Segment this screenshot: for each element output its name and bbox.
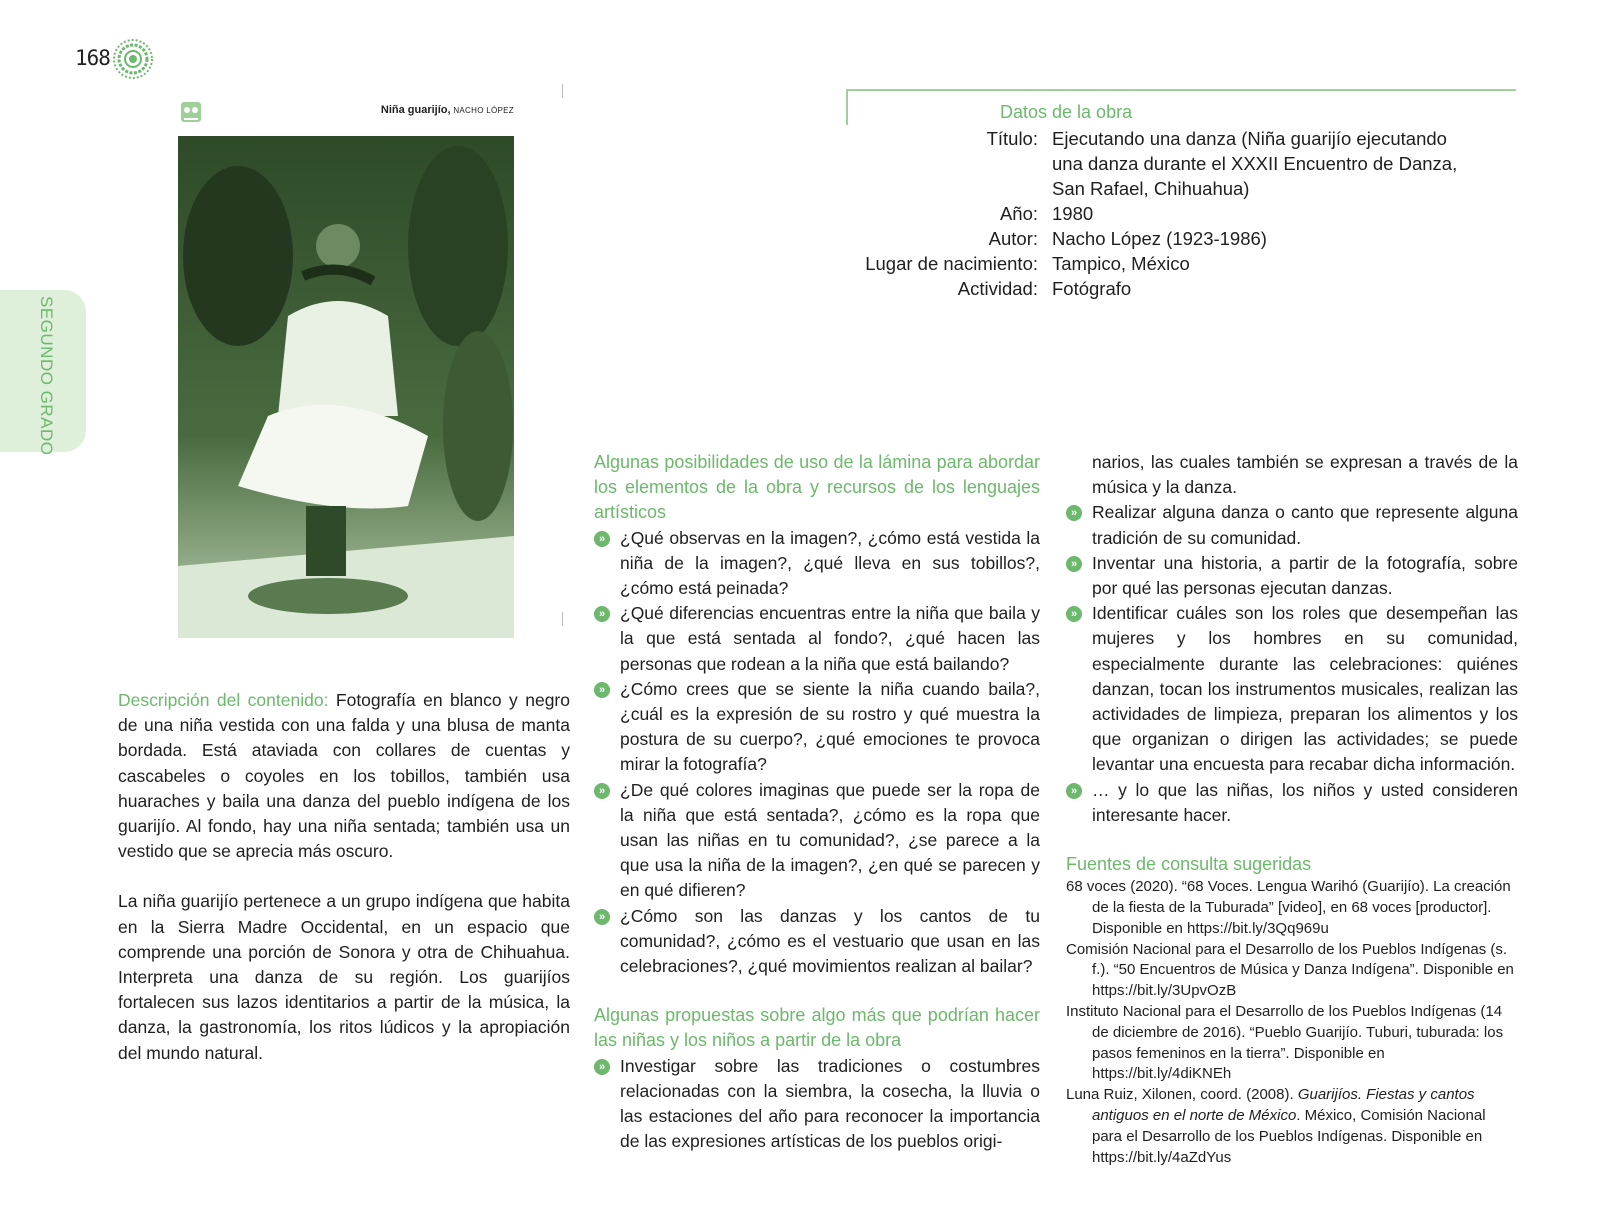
- page-number: 168: [75, 46, 110, 70]
- datos-row-titulo: [820, 126, 1500, 201]
- list-item: [1066, 500, 1518, 550]
- posibilidades-list: [594, 526, 1040, 980]
- list-item: [594, 601, 1040, 677]
- datos-label: Autor:: [988, 228, 1038, 249]
- list-item-text: … y lo que las niñas, los niños y usted consideren interesante hacer.: [1092, 779, 1518, 825]
- crop-mark: [562, 612, 563, 626]
- arrow-bullet-icon: »: [594, 682, 610, 698]
- reference-item: Comisión Nacional para el Desarrollo de los Pueblos Indígenas (s. f.). “50 Encuentros de Música y Danza Indígena”. Disponible en https://bit.ly/3UpvOzB: [1066, 940, 1514, 1000]
- datos-value: Fotógrafo: [1052, 278, 1132, 299]
- datos-value: 1980: [1052, 203, 1094, 224]
- propuestas-continued-column: [1066, 450, 1518, 1168]
- dancing-girl-photo: [178, 136, 514, 638]
- posibilidades-column: [594, 450, 1040, 1154]
- crop-mark: [562, 84, 563, 98]
- list-item-text: Identificar cuáles son los roles que desempeñan las mujeres y los hombres en su comunidad, especialmente durante las celebraciones: quiénes danzan, tocan los instrumentos musicales, realizan las actividades de limpieza, preparan los alimentos y los que organizan o dirigen las actividades; se puede levantar una encuesta para recabar dicha información.: [1092, 603, 1518, 775]
- datos-row-anio: [820, 201, 1500, 226]
- arrow-bullet-icon: »: [594, 909, 610, 925]
- datos-row-lugar: [820, 251, 1500, 276]
- fuentes-list: [1066, 877, 1518, 1168]
- datos-rule-horizontal: [846, 89, 1516, 91]
- datos-heading: Datos de la obra: [1000, 102, 1133, 122]
- list-item-text: Inventar una historia, a partir de la fotografía, sobre por qué las personas ejecutan danzas.: [1092, 552, 1518, 599]
- list-item-text: ¿Cómo son las danzas y los cantos de tu comunidad?, ¿cómo es el vestuario que usan en las celebraciones?, ¿qué movimientos realizan al bailar?: [620, 905, 1040, 977]
- reference-item: Instituto Nacional para el Desarrollo de los Pueblos Indígenas (14 de diciembre de 2016). “Pueblo Guarijío. Tuburi, tuburada: los pasos femeninos en la tierra”. Disponible en https://bit.ly/4diKNEh: [1066, 1003, 1504, 1083]
- reference-text: . México, Comisión Nacional para el Desarrollo de los Pueblos Indígenas. Disponible en https://bit.ly/4aZdYus: [1092, 1107, 1486, 1166]
- datos-label: Título:: [986, 128, 1038, 149]
- datos-row-autor: [820, 226, 1500, 251]
- list-item: [594, 526, 1040, 602]
- sun-emblem-icon: [112, 38, 154, 80]
- list-item-continued: [1066, 450, 1518, 500]
- arrow-bullet-icon: »: [1066, 505, 1082, 521]
- list-item: [1066, 778, 1518, 828]
- reference-title: Guarijíos. Fiestas y cantos antiguos en el norte de México: [1092, 1086, 1475, 1125]
- list-item-text: ¿Qué observas en la imagen?, ¿cómo está vestida la niña de la imagen?, ¿qué lleva en sus tobillos?, ¿cómo está peinada?: [620, 527, 1040, 599]
- list-item-text: Realizar alguna danza o canto que represente alguna tradición de su comunidad.: [1092, 502, 1518, 548]
- propuestas-heading: Algunas propuestas sobre algo más que podrían hacer las niñas y los niños a partir de la obra: [594, 1005, 1040, 1051]
- fuentes-heading: Fuentes de consulta sugeridas: [1066, 854, 1312, 875]
- arrow-bullet-icon: »: [1066, 556, 1082, 572]
- propuestas-list: [594, 1054, 1040, 1155]
- list-item-text: narios, las cuales también se expresan a través de la música y la danza.: [1092, 452, 1518, 498]
- propuestas-list-continued: [1066, 450, 1518, 828]
- datos-label: Lugar de nacimiento:: [865, 253, 1038, 274]
- list-item-text: ¿Cómo crees que se siente la niña cuando baila?, ¿cuál es la expresión de su rostro y qué muestra la postura de su cuerpo?, ¿qué emociones te provoca mirar la fotografía?: [620, 678, 1040, 775]
- descripcion-label: Descripción del contenido:: [118, 690, 329, 710]
- arrow-bullet-icon: »: [594, 783, 610, 799]
- arrow-bullet-icon: »: [1066, 606, 1082, 622]
- datos-value: Nacho López (1923-1986): [1052, 228, 1267, 249]
- reference-item: [1066, 1085, 1518, 1168]
- datos-label: Año:: [999, 203, 1038, 224]
- arrow-bullet-icon: »: [594, 531, 610, 547]
- datos-value: Ejecutando una danza (Niña guarijío ejecutando una danza durante el XXXII Encuentro de Danza, San Rafael, Chihuahua): [1052, 128, 1458, 199]
- datos-list: [820, 126, 1500, 301]
- list-item: [594, 677, 1040, 778]
- descripcion-paragraph-2: La niña guarijío pertenece a un grupo indígena que habita en la Sierra Madre Occidental, en un espacio que comprende una porción de Sonora y otra de Chihuahua. Interpreta una danza de su región. Los guarijíos fortalecen sus lazos identitarios a partir de la música, la danza, la gastronomía, los ritos lúdicos y la apropiación del mundo natural.: [118, 891, 570, 1063]
- arrow-bullet-icon: »: [594, 1059, 610, 1075]
- list-item-text: Investigar sobre las tradiciones o costumbres relacionadas con la siembra, la cosecha, la lluvia o las estaciones del año para reconocer la importancia de las expresiones artísticas de los pueblos origi-: [620, 1055, 1040, 1152]
- caption-title: Niña guarijío,: [380, 104, 451, 116]
- photo-caption: [300, 104, 514, 116]
- list-item: [1066, 551, 1518, 601]
- descripcion-column: [118, 688, 570, 1091]
- arrow-bullet-icon: »: [1066, 783, 1082, 799]
- spacer: [594, 979, 1040, 1003]
- datos-row-actividad: [820, 276, 1500, 301]
- list-item: [594, 1054, 1040, 1155]
- posibilidades-heading: Algunas posibilidades de uso de la lámina para abordar los elementos de la obra y recursos de los lenguajes artísticos: [594, 452, 1040, 523]
- descripcion-paragraph: [118, 688, 570, 864]
- datos-value: Tampico, México: [1052, 253, 1190, 274]
- grade-tab-label: SEGUNDO GRADO: [37, 296, 56, 456]
- reference-item: 68 voces (2020). “68 Voces. Lengua Warihó (Guarijío). La creación de la fiesta de la Tuburada” [video], en 68 voces [productor]. Disponible en https://bit.ly/3Qq969u: [1066, 878, 1511, 937]
- descripcion-text: Fotografía en blanco y negro de una niña vestida con una falda y una blusa de manta bordada. Está ataviada con collares de cuentas y cascabeles o coyoles en los tobillos, también usa huaraches y baila una danza del pueblo indígena de los guarijío. Al fondo, hay una niña sentada; también usa un vestido que se aprecia más oscuro.: [118, 690, 570, 862]
- list-item-text: ¿De qué colores imaginas que puede ser la ropa de la niña que está sentada?, ¿cómo es la ropa que usan las niñas en tu comunidad?, ¿se parece a la que usa la niña de la imagen?, ¿en qué se parecen y en qué difieren?: [620, 779, 1040, 901]
- arrow-bullet-icon: »: [594, 606, 610, 622]
- owl-emblem-icon: [178, 98, 204, 126]
- datos-label: Actividad:: [957, 278, 1038, 299]
- reference-text: Luna Ruiz, Xilonen, coord. (2008).: [1066, 1086, 1298, 1104]
- caption-author: NACHO LÓPEZ: [453, 106, 514, 115]
- list-item: [594, 778, 1040, 904]
- list-item-text: ¿Qué diferencias encuentras entre la niña que baila y la que está sentada al fondo?, ¿qué hacen las personas que rodean a la niña que está bailando?: [620, 603, 1040, 674]
- datos-rule-vertical: [846, 89, 848, 125]
- list-item: [1066, 601, 1518, 777]
- list-item: [594, 904, 1040, 980]
- spacer: [1066, 828, 1518, 852]
